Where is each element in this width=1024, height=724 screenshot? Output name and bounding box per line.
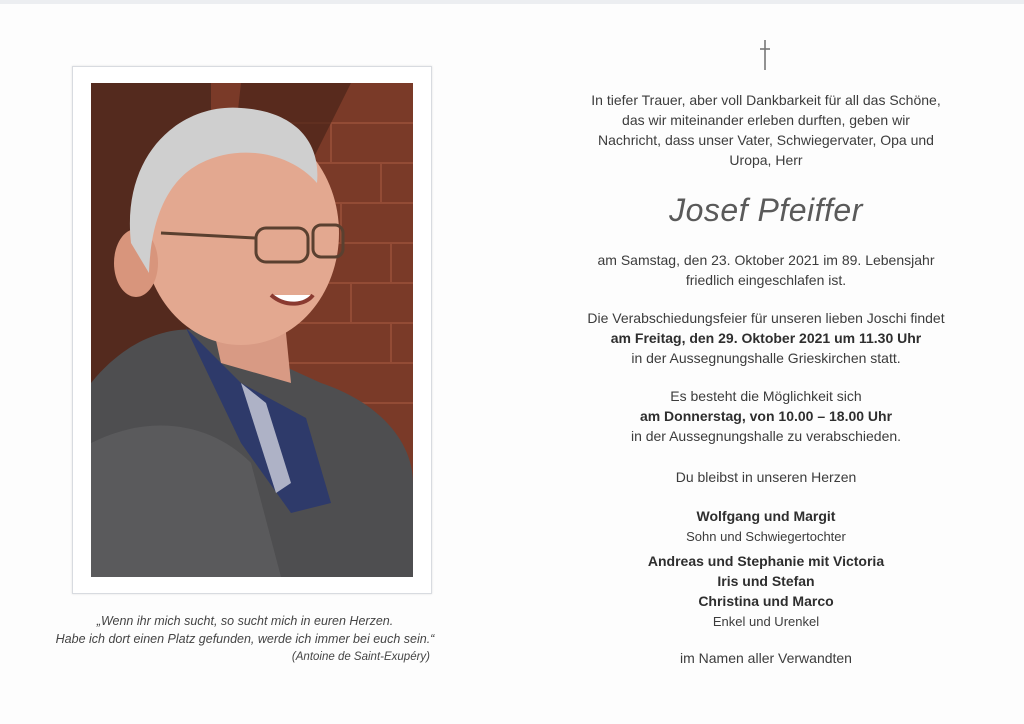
- death-text: [560, 250, 972, 290]
- intro-line: Nachricht, dass unser Vater, Schwiegervater, Opa und: [598, 132, 934, 148]
- quote-line: Habe ich dort einen Platz gefunden, werde ich immer bei euch sein.“: [55, 632, 435, 646]
- grandchild-names: Christina und Marco: [698, 593, 834, 609]
- family-son: [560, 506, 972, 547]
- intro-line: Uropa, Herr: [729, 152, 803, 168]
- farewell-text: [560, 386, 972, 446]
- grandchildren-role: Enkel und Urenkel: [712, 614, 820, 629]
- cross-icon: [759, 40, 771, 72]
- ceremony-text: [560, 308, 972, 368]
- ceremony-line: Die Verabschiedungsfeier für unseren lieben Joschi findet: [587, 310, 945, 326]
- deceased-name: Josef Pfeiffer: [669, 192, 863, 228]
- quote-author: (Antoine de Saint-Exupéry): [291, 651, 430, 663]
- portrait-photo: [91, 83, 413, 577]
- intro-line: In tiefer Trauer, aber voll Dankbarkeit für all das Schöne,: [591, 92, 941, 108]
- farewell-line: Es besteht die Möglichkeit sich: [670, 388, 862, 404]
- quote-block: [40, 612, 450, 666]
- intro-text: [560, 90, 972, 170]
- top-border: [0, 0, 1024, 4]
- death-line: am Samstag, den 23. Oktober 2021 im 89. Lebensjahr: [597, 252, 935, 268]
- son-role: Sohn und Schwiegertochter: [686, 529, 846, 544]
- son-names: Wolfgang und Margit: [696, 508, 836, 524]
- ceremony-date: am Freitag, den 29. Oktober 2021 um 11.30 Uhr: [610, 330, 922, 346]
- farewell-time: am Donnerstag, von 10.00 – 18.00 Uhr: [639, 408, 893, 424]
- portrait-illustration: [91, 83, 413, 577]
- intro-line: das wir miteinander erleben durften, geben wir: [622, 112, 910, 128]
- farewell-location: in der Aussegnungshalle zu verabschieden.: [630, 428, 902, 444]
- grandchild-names: Iris und Stefan: [717, 573, 815, 589]
- family-grandchildren: [560, 551, 972, 632]
- grandchild-names: Andreas und Stephanie mit Victoria: [647, 553, 885, 569]
- quote-line: „Wenn ihr mich sucht, so sucht mich in euren Herzen.: [96, 614, 394, 628]
- death-line: friedlich eingeschlafen ist.: [685, 272, 847, 288]
- closing-text: im Namen aller Verwandten: [680, 650, 852, 666]
- portrait-frame: [72, 66, 432, 594]
- remembrance-text: Du bleibst in unseren Herzen: [675, 469, 857, 485]
- ceremony-location: in der Aussegnungshalle Grieskirchen statt.: [631, 350, 901, 366]
